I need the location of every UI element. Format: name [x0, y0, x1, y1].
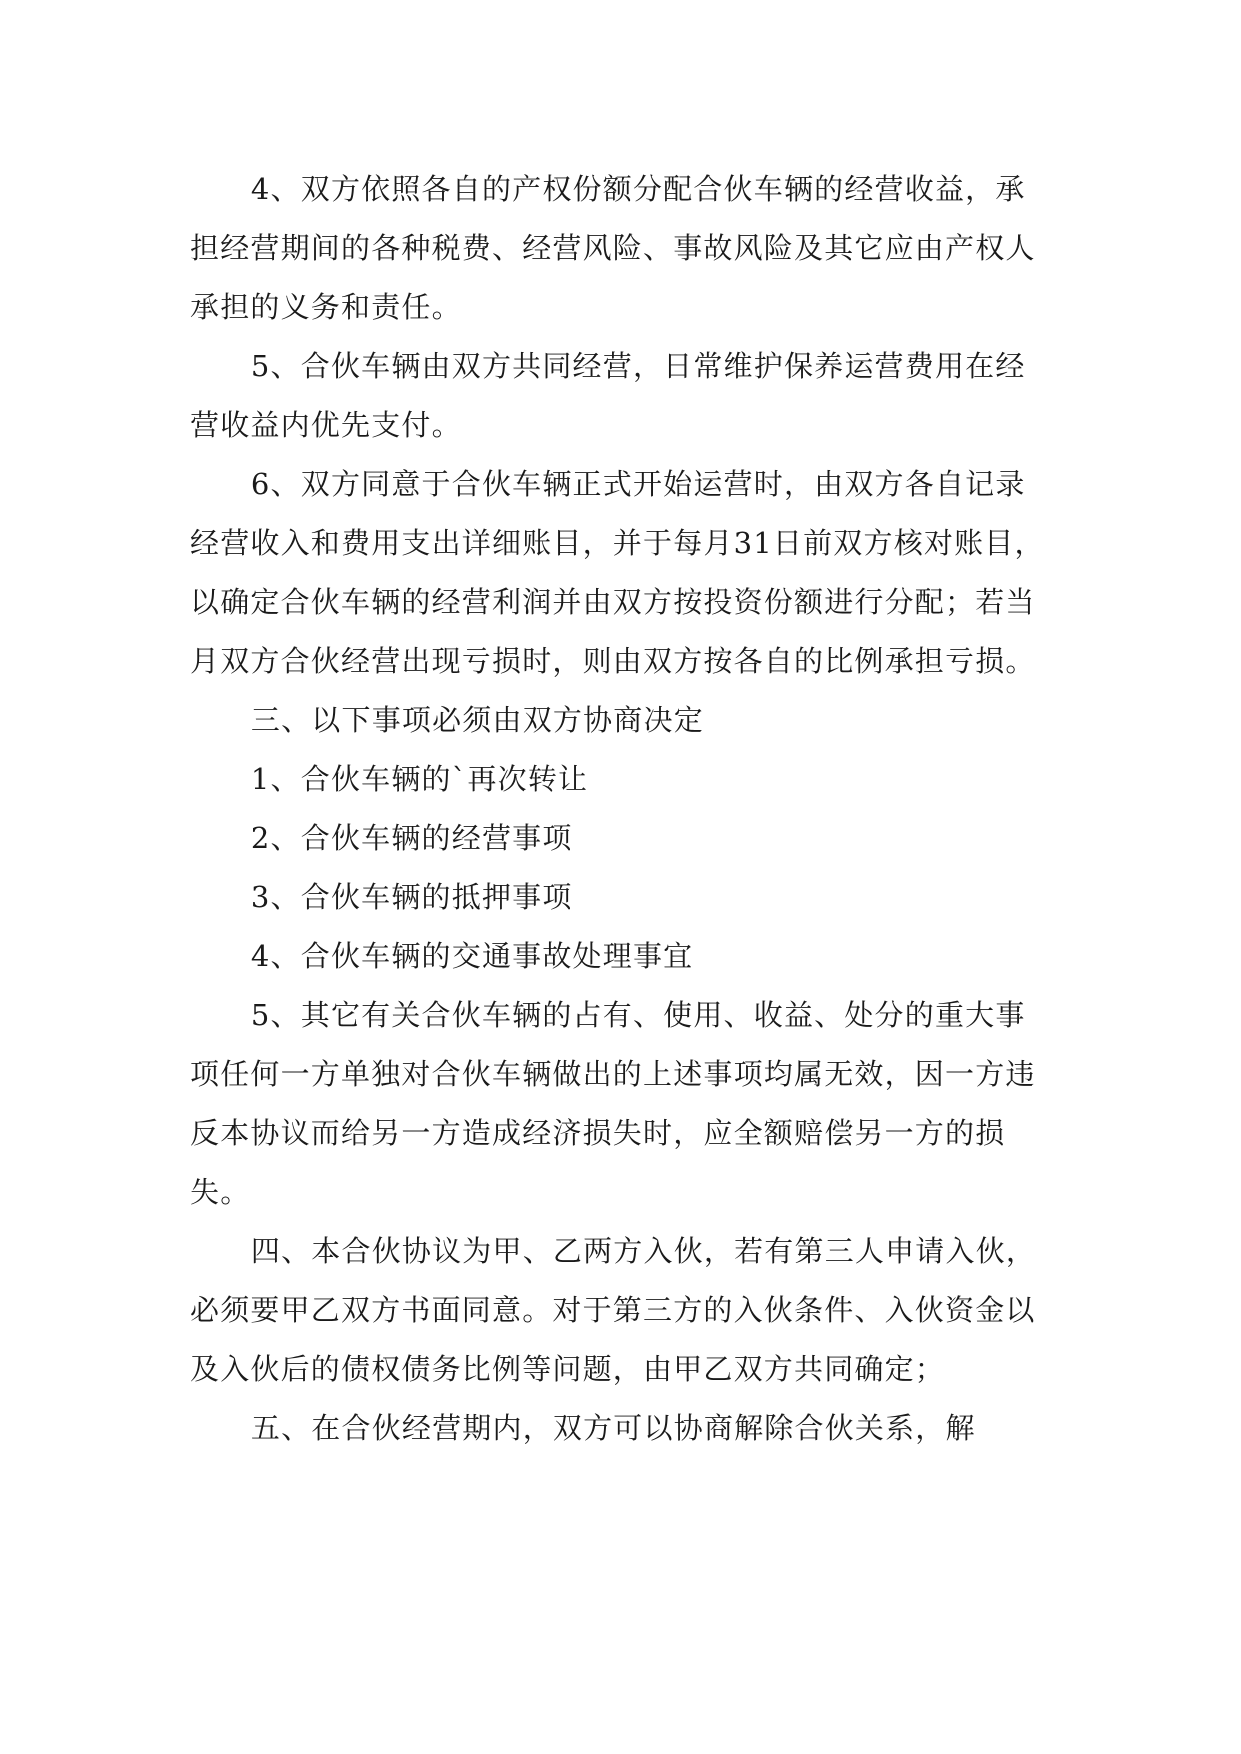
list-item-other-matters: 5、其它有关合伙车辆的占有、使用、收益、处分的重大事项任何一方单独对合伙车辆做出的上述事项均属无效，因一方违反本协议而给另一方造成经济损失时，应全额赔偿另一方的损失。 [190, 998, 1036, 1209]
section-dissolution: 五、在合伙经营期内，双方可以协商解除合伙关系，解 [250, 1411, 976, 1445]
list-item-transfer: 1、合伙车辆的`再次转让 [250, 762, 589, 796]
section-new-partner: 四、本合伙协议为甲、乙两方入伙，若有第三人申请入伙，必须要甲乙双方书面同意。对于第三方的入伙条件、入伙资金以及入伙后的债权债务比例等问题，由甲乙双方共同确定； [190, 1234, 1037, 1386]
list-item-mortgage: 3、合伙车辆的抵押事项 [250, 880, 573, 914]
list-item-operations: 2、合伙车辆的经营事项 [250, 821, 573, 855]
list-item-accidents: 4、合伙车辆的交通事故处理事宜 [250, 939, 694, 973]
paragraph-profit-distribution: 4、双方依照各自的产权份额分配合伙车辆的经营收益，承担经营期间的各种税费、经营风险、事故风险及其它应由产权人承担的义务和责任。 [190, 172, 1036, 324]
paragraph-joint-operation: 5、合伙车辆由双方共同经营，日常维护保养运营费用在经营收益内优先支付。 [190, 349, 1026, 442]
paragraph-accounting: 6、双方同意于合伙车辆正式开始运营时，由双方各自记录经营收入和费用支出详细账目，并于每月31日前双方核对账目，以确定合伙车辆的经营利润并由双方按投资份额进行分配；若当月双方合伙经营出现亏损时，则由双方按各自的比例承担亏损。 [190, 467, 1045, 678]
section-heading-joint-decisions: 三、以下事项必须由双方协商决定 [250, 703, 704, 737]
document-body [190, 160, 1055, 1458]
